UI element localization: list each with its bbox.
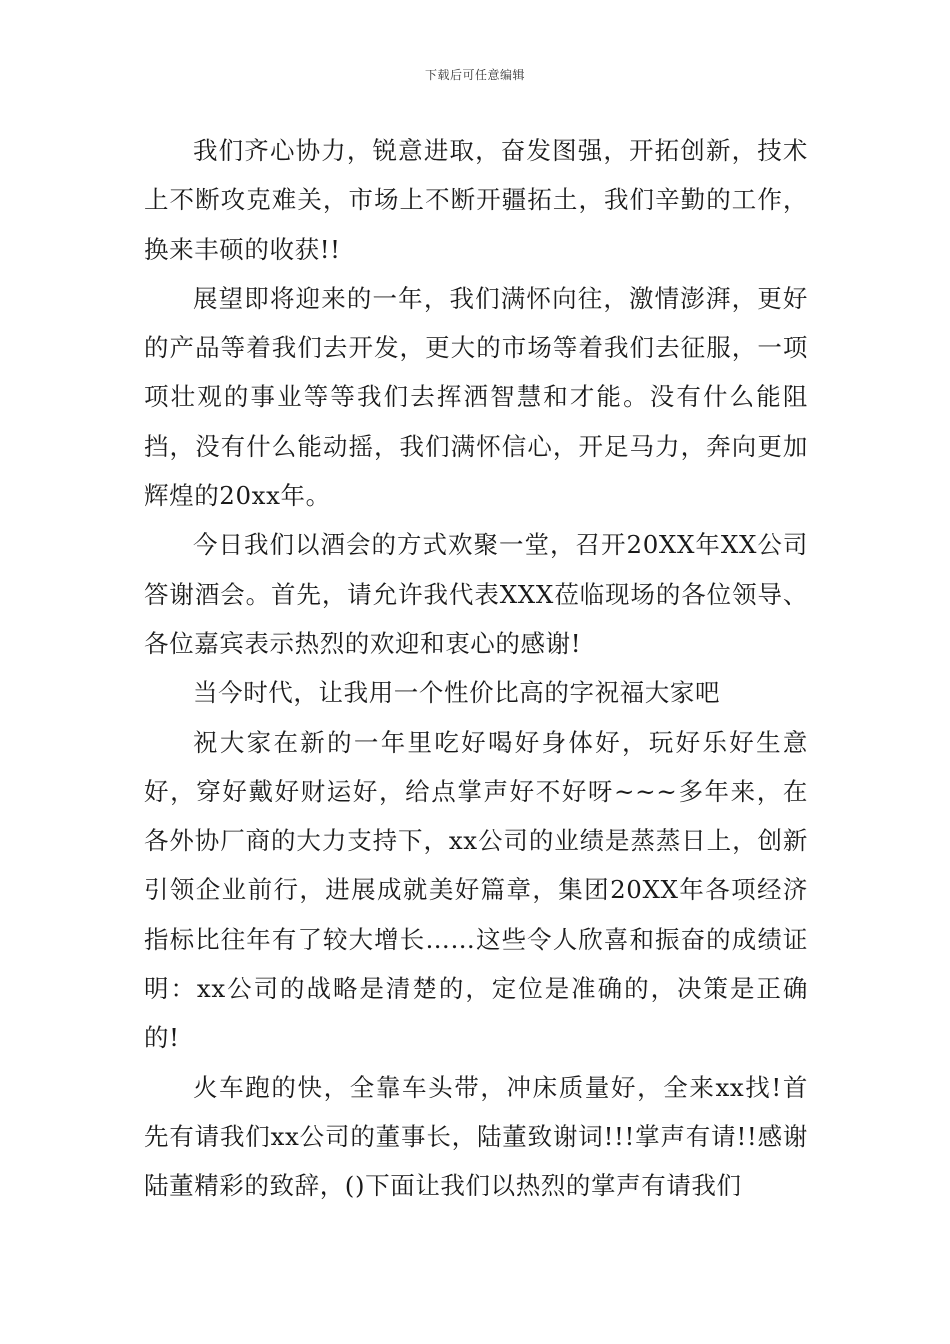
paragraph: 我们齐心协力，锐意进取，奋发图强，开拓创新，技术上不断攻克难关，市场上不断开疆拓土，我们辛勤的工作，换来丰硕的收获!!	[144, 136, 808, 264]
paragraph: 当今时代，让我用一个性价比高的字祝福大家吧	[193, 678, 721, 708]
document-body	[144, 126, 808, 1211]
paragraph: 祝大家在新的一年里吃好喝好身体好，玩好乐好生意好，穿好戴好财运好，给点掌声好不好呀~~~多年来，在各外协厂商的大力支持下，xx公司的业绩是蒸蒸日上，创新引领企业前行，进展成就美好篇章，集团20XX年各项经济指标比往年有了较大增长……这些令人欣喜和振奋的成绩证明：xx公司的战略是清楚的，定位是准确的，决策是正确的!	[144, 727, 808, 1053]
page-header: 下载后可任意编辑	[424, 68, 525, 82]
paragraph: 今日我们以酒会的方式欢聚一堂，召开20XX年XX公司答谢酒会。首先，请允许我代表XXX莅临现场的各位领导、各位嘉宾表示热烈的欢迎和衷心的感谢!	[144, 530, 808, 658]
paragraph: 火车跑的快，全靠车头带，冲床质量好，全来xx找!首先有请我们xx公司的董事长，陆董致谢词!!!掌声有请!!感谢陆董精彩的致辞，()下面让我们以热烈的掌声有请我们	[144, 1072, 808, 1201]
paragraph: 展望即将迎来的一年，我们满怀向往，激情澎湃，更好的产品等着我们去开发，更大的市场等着我们去征服，一项项壮观的事业等等我们去挥洒智慧和才能。没有什么能阻挡，没有什么能动摇，我们满怀信心，开足马力，奔向更加辉煌的20xx年。	[144, 283, 808, 511]
